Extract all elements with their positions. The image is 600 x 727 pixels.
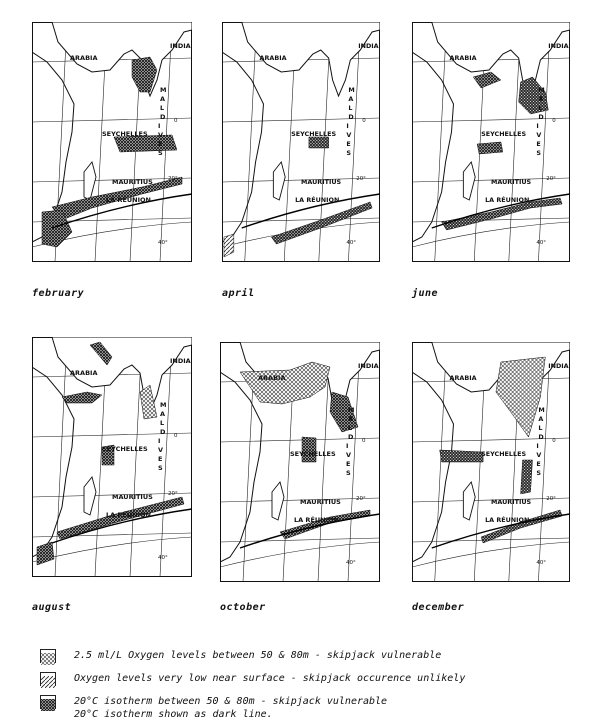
map-panel-april bbox=[222, 22, 380, 262]
label-maldives-letter: S bbox=[346, 148, 352, 158]
label-la-reunion: LA RÉUNION bbox=[294, 516, 339, 524]
label-maldives-letter: I bbox=[158, 122, 161, 130]
label-maldives-letter: M bbox=[538, 85, 545, 95]
lat-label-40: 40° bbox=[158, 240, 168, 246]
month-label: april bbox=[222, 288, 255, 299]
label-la-reunion: LA RÉUNION bbox=[485, 515, 530, 525]
label-maldives-letter: E bbox=[346, 139, 351, 149]
label-maldives-letter: M bbox=[538, 405, 545, 415]
label-seychelles: SEYCHELLES bbox=[102, 445, 148, 453]
label-arabia: ARABIA bbox=[449, 373, 477, 383]
label-india: INDIA bbox=[358, 41, 379, 51]
label-maldives-letter: A bbox=[160, 95, 166, 103]
month-label: june bbox=[412, 288, 439, 299]
label-maldives-letter: D bbox=[160, 113, 166, 121]
map-panel-august bbox=[32, 337, 192, 577]
label-mauritius: MAURITIUS bbox=[300, 498, 341, 506]
label-maldives-letter: L bbox=[160, 419, 165, 427]
label-arabia: ARABIA bbox=[70, 54, 98, 62]
lat-label-20: 20° bbox=[168, 176, 178, 182]
label-seychelles: SEYCHELLES bbox=[291, 129, 337, 139]
label-maldives-letter: M bbox=[160, 401, 167, 409]
map-panel-october bbox=[220, 342, 380, 582]
label-la-reunion: LA RÉUNION bbox=[295, 195, 340, 205]
label-mauritius: MAURITIUS bbox=[491, 177, 532, 187]
label-mauritius: MAURITIUS bbox=[112, 493, 153, 501]
map-panel-june bbox=[412, 22, 570, 262]
lat-label-0: 0 bbox=[362, 117, 366, 125]
label-maldives-letter: I bbox=[346, 121, 349, 131]
label-maldives-letter: E bbox=[536, 139, 541, 149]
label-india: INDIA bbox=[170, 42, 191, 50]
label-seychelles: SEYCHELLES bbox=[481, 449, 527, 459]
label-maldives-letter: D bbox=[348, 433, 354, 441]
lat-label-20: 20° bbox=[546, 495, 556, 503]
label-maldives-letter: E bbox=[346, 460, 351, 468]
lat-label-20: 20° bbox=[356, 175, 366, 183]
label-maldives-letter: E bbox=[158, 140, 163, 148]
label-maldives-letter: A bbox=[538, 94, 544, 104]
label-india: INDIA bbox=[358, 362, 379, 370]
label-maldives-letter: I bbox=[536, 121, 539, 131]
label-maldives-letter: L bbox=[160, 104, 165, 112]
label-maldives-letter: M bbox=[348, 406, 355, 414]
label-maldives-letter: A bbox=[348, 415, 354, 423]
map-panel-february bbox=[32, 22, 192, 262]
legend-row-oxygen-low bbox=[40, 672, 465, 686]
dense-crosshatch-swatch-icon bbox=[40, 695, 56, 709]
lat-label-20: 20° bbox=[546, 175, 556, 183]
legend-row-oxygen-25 bbox=[40, 649, 441, 663]
label-maldives-letter: M bbox=[160, 86, 167, 94]
label-maldives-letter: D bbox=[538, 432, 544, 442]
lat-label-0: 0 bbox=[552, 437, 556, 445]
legend-row-isotherm bbox=[40, 695, 387, 721]
lat-label-0: 0 bbox=[174, 118, 178, 124]
label-maldives-letter: D bbox=[160, 428, 166, 436]
label-maldives-letter: M bbox=[348, 85, 355, 95]
label-arabia: ARABIA bbox=[259, 53, 287, 63]
label-maldives-letter: V bbox=[536, 130, 542, 140]
label-maldives-letter: I bbox=[158, 437, 161, 445]
label-maldives-letter: D bbox=[348, 112, 354, 122]
label-maldives-letter: L bbox=[538, 103, 543, 113]
label-maldives-letter: E bbox=[536, 459, 541, 469]
label-maldives-letter: V bbox=[346, 130, 352, 140]
label-india: INDIA bbox=[548, 361, 569, 371]
label-la-reunion: LA RÉUNION bbox=[485, 195, 530, 205]
label-maldives-letter: V bbox=[536, 450, 542, 460]
lat-label-20: 20° bbox=[356, 496, 366, 502]
label-india: INDIA bbox=[548, 41, 569, 51]
lat-label-0: 0 bbox=[174, 433, 178, 439]
label-maldives-letter: E bbox=[158, 455, 163, 463]
label-maldives-letter: L bbox=[348, 103, 353, 113]
label-arabia: ARABIA bbox=[70, 369, 98, 377]
legend-text: Oxygen levels very low near surface - skipjack occurence unlikely bbox=[74, 673, 466, 684]
legend-text: 20°C isotherm between 50 & 80m - skipjack vulnerable 20°C isotherm shown as dark line. bbox=[74, 696, 388, 720]
lat-label-40: 40° bbox=[536, 239, 547, 247]
label-maldives-letter: V bbox=[346, 451, 352, 459]
lat-label-40: 40° bbox=[158, 555, 168, 561]
legend-text: 2.5 ml/L Oxygen levels between 50 & 80m - skipjack vulnerable bbox=[74, 650, 442, 661]
month-label: february bbox=[32, 288, 85, 299]
label-arabia: ARABIA bbox=[449, 53, 477, 63]
label-maldives-letter: V bbox=[158, 446, 164, 454]
month-label: august bbox=[32, 602, 72, 613]
map-panel-december bbox=[412, 342, 570, 582]
month-label: december bbox=[412, 602, 465, 613]
label-mauritius: MAURITIUS bbox=[301, 177, 342, 187]
lat-label-0: 0 bbox=[552, 117, 556, 125]
label-maldives-letter: V bbox=[158, 131, 164, 139]
label-seychelles: SEYCHELLES bbox=[290, 450, 336, 458]
label-mauritius: MAURITIUS bbox=[491, 497, 532, 507]
label-seychelles: SEYCHELLES bbox=[481, 129, 527, 139]
lat-label-40: 40° bbox=[346, 239, 357, 247]
label-maldives-letter: S bbox=[536, 468, 542, 478]
label-seychelles: SEYCHELLES bbox=[102, 130, 148, 138]
diagonal-hatch-swatch-icon bbox=[40, 672, 56, 686]
label-maldives-letter: L bbox=[348, 424, 353, 432]
light-hatch-swatch-icon bbox=[40, 649, 56, 663]
label-maldives-letter: A bbox=[348, 94, 354, 104]
month-label: october bbox=[220, 602, 266, 613]
label-maldives-letter: S bbox=[346, 469, 351, 477]
label-la-reunion: LA RÉUNION bbox=[106, 511, 151, 519]
lat-label-40: 40° bbox=[346, 560, 356, 566]
label-maldives-letter: I bbox=[346, 442, 349, 450]
label-arabia: ARABIA bbox=[258, 374, 286, 382]
lat-label-20: 20° bbox=[168, 491, 178, 497]
label-maldives-letter: S bbox=[536, 148, 542, 158]
label-maldives-letter: S bbox=[158, 464, 163, 472]
label-maldives-letter: A bbox=[160, 410, 166, 418]
label-la-reunion: LA RÉUNION bbox=[106, 196, 151, 204]
label-india: INDIA bbox=[170, 357, 191, 365]
label-maldives-letter: I bbox=[536, 441, 539, 451]
label-mauritius: MAURITIUS bbox=[112, 178, 153, 186]
label-maldives-letter: S bbox=[158, 149, 163, 157]
label-maldives-letter: L bbox=[538, 423, 543, 433]
label-maldives-letter: D bbox=[538, 112, 544, 122]
lat-label-0: 0 bbox=[362, 438, 366, 444]
lat-label-40: 40° bbox=[536, 559, 547, 567]
label-maldives-letter: A bbox=[538, 414, 544, 424]
